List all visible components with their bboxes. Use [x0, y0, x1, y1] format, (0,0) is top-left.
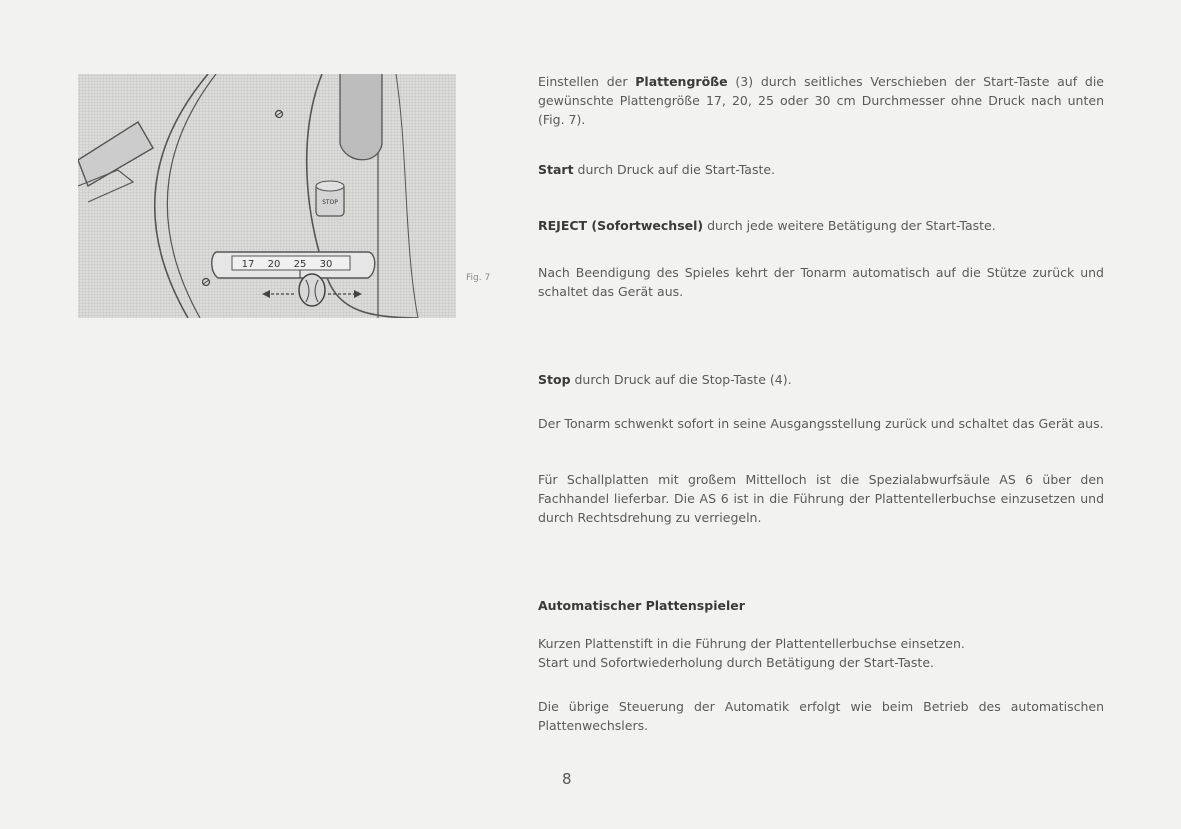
figure-7-illustration	[78, 74, 456, 318]
p3-post: durch jede weitere Betätigung der Start-Taste.	[703, 218, 996, 233]
scale-mark-30: 30	[319, 259, 333, 270]
turntable-drawing	[78, 74, 456, 318]
figure-caption: Fig. 7	[466, 273, 491, 283]
scale-mark-20: 20	[267, 259, 281, 270]
scale-mark-17: 17	[241, 259, 255, 270]
p1-pre: Einstellen der	[538, 74, 636, 89]
p2-bold: Start	[538, 162, 574, 177]
section-heading: Automatischer Plattenspieler	[538, 598, 745, 613]
paragraph-plattengroesse	[538, 72, 1104, 129]
page-number: 8	[562, 770, 572, 788]
p3-bold: REJECT (Sofortwechsel)	[538, 218, 704, 233]
start-slider-knob-drawing	[299, 274, 325, 306]
p2-post: durch Druck auf die Start-Taste.	[573, 162, 776, 177]
p1-post: (3) durch seitliches Verschieben der Start-Taste auf die gewünschte Plattengröße 17, 20, 25 oder 30 cm Durchmesser ohne Druck nach unten (Fig. 7).	[538, 74, 1104, 127]
paragraph-automatik: Die übrige Steuerung der Automatik erfolgt wie beim Betrieb des automatischen Plattenwechslers.	[538, 699, 1104, 733]
p1-bold: Plattengröße	[635, 74, 728, 89]
paragraph-plattenstift-1: Kurzen Plattenstift in die Führung der Plattentellerbuchse einsetzen.	[538, 636, 965, 651]
arrow-left-icon	[262, 290, 270, 298]
arrow-right-icon	[354, 290, 362, 298]
p5-post: durch Druck auf die Stop-Taste (4).	[570, 372, 792, 387]
paragraph-as6: Für Schallplatten mit großem Mittelloch ist die Spezialabwurfsäule AS 6 über den Fachhandel lieferbar. Die AS 6 ist in die Führung der Plattentellerbuchse einzusetzen und durch Rechtsdrehung zu verriegeln.	[538, 472, 1104, 525]
paragraph-start	[538, 160, 1104, 179]
scale-mark-25: 25	[293, 259, 307, 270]
paragraph-tonarm-auto: Nach Beendigung des Spieles kehrt der Tonarm automatisch auf die Stütze zurück und schaltet das Gerät aus.	[538, 265, 1104, 299]
p5-bold: Stop	[538, 372, 571, 387]
paragraph-tonarm-return: Der Tonarm schwenkt sofort in seine Ausgangsstellung zurück und schaltet das Gerät aus.	[538, 416, 1104, 431]
paragraph-stop	[538, 370, 1104, 389]
stop-label: STOP	[322, 199, 338, 206]
paragraph-plattenstift-2: Start und Sofortwiederholung durch Betätigung der Start-Taste.	[538, 655, 934, 670]
paragraph-reject	[538, 216, 1104, 235]
